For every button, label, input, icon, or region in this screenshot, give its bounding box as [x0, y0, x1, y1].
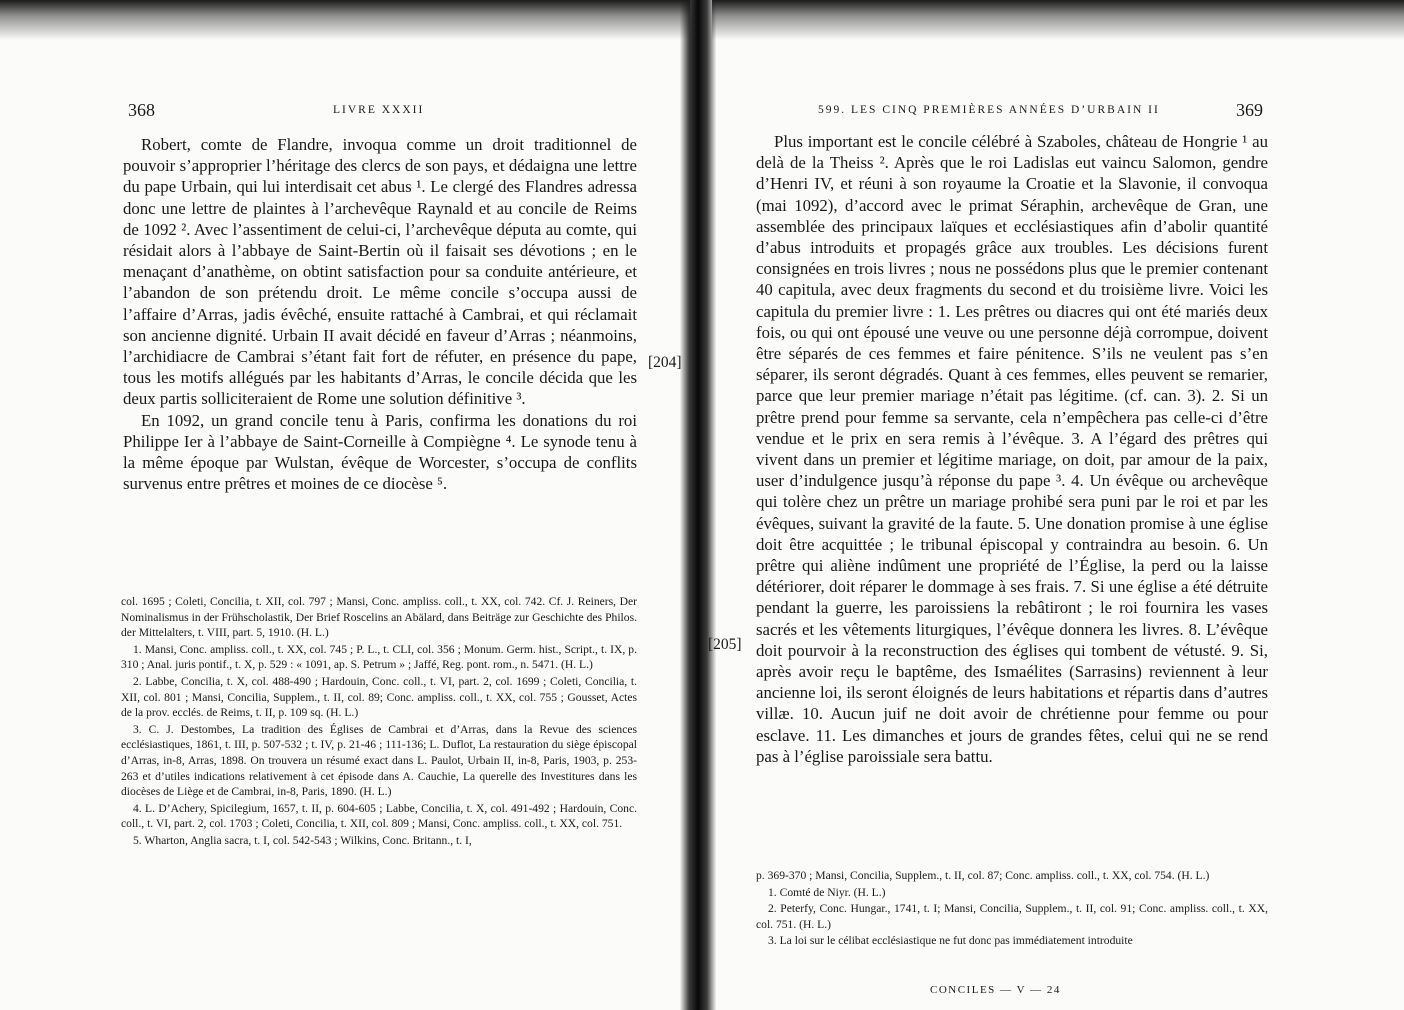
footnote-continuation-right: p. 369-370 ; Mansi, Concilia, Supplem., t. II, col. 87; Conc. ampliss. coll., t. XX, col. 754. (H. L.): [756, 869, 1210, 882]
left-paragraph-1: Robert, comte de Flandre, invoqua comme un droit traditionnel de pouvoir s’approprier l’héritage des clercs de son pays, et dédaigna une lettre du pape Urbain, qui lui interdisait cet abus ¹. Le clergé des Flandres adressa donc une lettre de plaintes à l’archevêque Raynald et au concile de Reims de 1092 ². Avec l’assentiment de celui-ci, l’archevêque députa au comte, qui résidait alors à l’abbaye de Saint-Bertin où il faisait ses dévotions ; en le menaçant d’anathème, on obtint satisfaction pour sa conduite antérieure, et l’abandon de son prétendu droit. Le même concile s’occupa aussi de l’affaire d’Arras, jadis évêché, ensuite rattaché à Cambrai, et qui réclamait son ancienne dignité. Urbain II avait décidé en faveur d’Arras ; néanmoins, l’archidiacre de Cambrai s’étant fait fort de réfuter, en présence du pape, tous les motifs allégués par les habitants d’Arras, le concile décida que les deux partis solliciteraient de Rome une solution définitive ³.: [123, 135, 637, 409]
margin-marker-204: [204]: [648, 354, 682, 371]
margin-marker-205: [205]: [708, 636, 742, 653]
right-paragraph-1: Plus important est le concile célébré à Szaboles, château de Hongrie ¹ au delà de la Theiss ². Après que le roi Ladislas eut vaincu Salomon, gendre d’Henri IV, et réuni à son royaume la Croatie et la Slavonie, il convoqua (mai 1092), d’accord avec le primat Séraphin, archevêque de Gran, une assemblée des principaux laïques et ecclésiastiques afin d’abolir quantité d’abus introduits et propagés grâce aux troubles. Les décisions furent consignées en trois livres ; nous ne possédons plus que le premier contenant 40 capitula, avec deux fragments du second et du troisième livre. Voici les capitula du premier livre : 1. Les prêtres ou diacres qui ont été mariés deux fois, ou qui ont épousé une veuve ou une personne déjà corrompue, doivent être séparés de ces femmes et faire pénitence. S’ils ne veulent pas s’en séparer, ils seront dégradés. Quant à ces femmes, elles peuvent se remarier, parce que leur premier mariage n’était pas légitime. (cf. can. 3). 2. Si un prêtre prend pour femme sa servante, cela n’empêchera pas celle-ci d’être vendue et le prix en sera remis à l’évêque. 3. A l’égard des prêtres qui vivent dans un premier et légitime mariage, on doit, par amour de la paix, user d’indulgence jusqu’à réponse du pape ³. 4. Un évêque ou archevêque qui tolère chez un prêtre un mariage prohibé sera puni par le roi et par les évêques, suivant la gravité de la faute. 5. Une donation promise à une église doit être acquittée ; le tribunal épiscopal y contraindra au besoin. 6. Un prêtre qui aliène indûment une propriété de l’Église, la perd ou la laisse détériorer, doit réparer le dommage à ses frais. 7. Si une église a été détruite pendant la guerre, les paroissiens la rebâtiront ; le roi fournira les vases sacrés et les vêtements liturgiques, l’évêque donnera les livres. 8. L’évêque doit pourvoir à la reconstruction des églises qui tombent de vétusté. 9. Si, après avoir reçu le baptême, des Ismaélites (Sarrasins) reviennent à leur ancienne loi, ils seront éloignés de leurs habitations et répartis dans d’autres villæ. 10. Aucun juif ne doit avoir de chrétienne pour femme ou pour esclave. 11. Les dimanches et jours de grandes fêtes, celui qui ne se rend pas à l’église paroissiale sera battu.: [756, 132, 1268, 766]
right-footnotes: [756, 868, 1268, 950]
book-gutter: [680, 0, 716, 1010]
left-page-number: 368: [128, 100, 155, 120]
right-page-number: 369: [1236, 100, 1263, 120]
top-shadow-left: [0, 0, 690, 40]
footnote-4: 4. L. D’Achery, Spicilegium, 1657, t. II, p. 604-605 ; Labbe, Concilia, t. X, col. 491-492 ; Hardouin, Conc. coll., t. VI, part. 2, col. 1703 ; Coleti, Concilia, t. XII, col. 809 ; Mansi, Conc. ampliss. coll., t. XX, col. 751.: [121, 801, 637, 831]
right-body-text: [756, 131, 1268, 767]
top-shadow-right: [712, 0, 1404, 40]
footnote-1-right: 1. Comté de Niyr. (H. L.): [768, 885, 886, 899]
left-page: [0, 0, 690, 1010]
footnote-2: 2. Labbe, Concilia, t. X, col. 488-490 ; Hardouin, Conc. coll., t. VI, part. 2, col. 1699 ; Coleti, Concilia, t. XII, col. 801 ; Mansi, Concilia, Supplem., t. II, col. 89; Conc. ampliss. coll., t. XX, col. 755 ; Gousset, Actes de la prov. ecclés. de Reims, t. II, p. 109 sq. (H. L.): [121, 674, 637, 720]
signature-mark: CONCILES — V — 24: [930, 984, 1061, 996]
footnote-1: 1. Mansi, Conc. ampliss. coll., t. XX, col. 745 ; P. L., t. CLI, col. 356 ; Monum. Germ. hist., Script., t. IX, p. 310 ; Anal. juris pontif., t. X, p. 529 : « 1091, ap. S. Petrum » ; Jaffé, Reg. pont. rom., n. 5471. (H. L.): [121, 642, 637, 672]
footnote-5: 5. Wharton, Anglia sacra, t. I, col. 542-543 ; Wilkins, Conc. Britann., t. I,: [133, 833, 472, 847]
left-paragraph-2: En 1092, un grand concile tenu à Paris, confirma les donations du roi Philippe Ier à l’abbaye de Saint-Corneille à Compiègne ⁴. Le synode tenu à la même époque par Wulstan, évêque de Worcester, s’occupa de conflits survenus entre prêtres et moines de ce diocèse ⁵.: [123, 410, 637, 494]
footnote-continuation: col. 1695 ; Coleti, Concilia, t. XII, col. 797 ; Mansi, Conc. ampliss. coll., t. XX, col. 742. Cf. J. Reiners, Der Nominalismus in der Frühscholastik, Der Brief Roscelins an Abälard, dans Beiträge zur Geschichte des Philos. der Mittelalters, t. VIII, part. 5, 1910. (H. L.): [121, 595, 637, 640]
footnote-3: 3. C. J. Destombes, La tradition des Églises de Cambrai et d’Arras, dans la Revue des sciences ecclésiastiques, 1861, t. III, p. 507-532 ; t. IV, p. 21-46 ; 111-136; L. Duflot, La restauration du siège épiscopal d’Arras, in-8, Arras, 1898. On trouvera un résumé exact dans L. Paulot, Urbain II, in-8, Paris, 1903, p. 253-263 et d’utiles indications relativement à cet épisode dans A. Cauchie, La querelle des Investitures dans les diocèses de Liège et de Cambrai, in-8, Paris, 1890. (H. L.): [121, 722, 637, 799]
right-running-head: 599. LES CINQ PREMIÈRES ANNÉES D’URBAIN II: [818, 104, 1160, 116]
left-running-head: LIVRE XXXII: [333, 104, 425, 116]
left-body-text: [123, 134, 637, 494]
footnote-3-right: 3. La loi sur le célibat ecclésiastique ne fut donc pas immédiatement introduite: [768, 934, 1133, 948]
left-footnotes: [121, 594, 637, 850]
right-page: [712, 0, 1404, 1010]
footnote-2-right: 2. Peterfy, Conc. Hungar., 1741, t. I; Mansi, Concilia, Supplem., t. II, col. 91; Conc. ampliss. coll., t. XX, col. 751. (H. L.): [756, 902, 1268, 931]
